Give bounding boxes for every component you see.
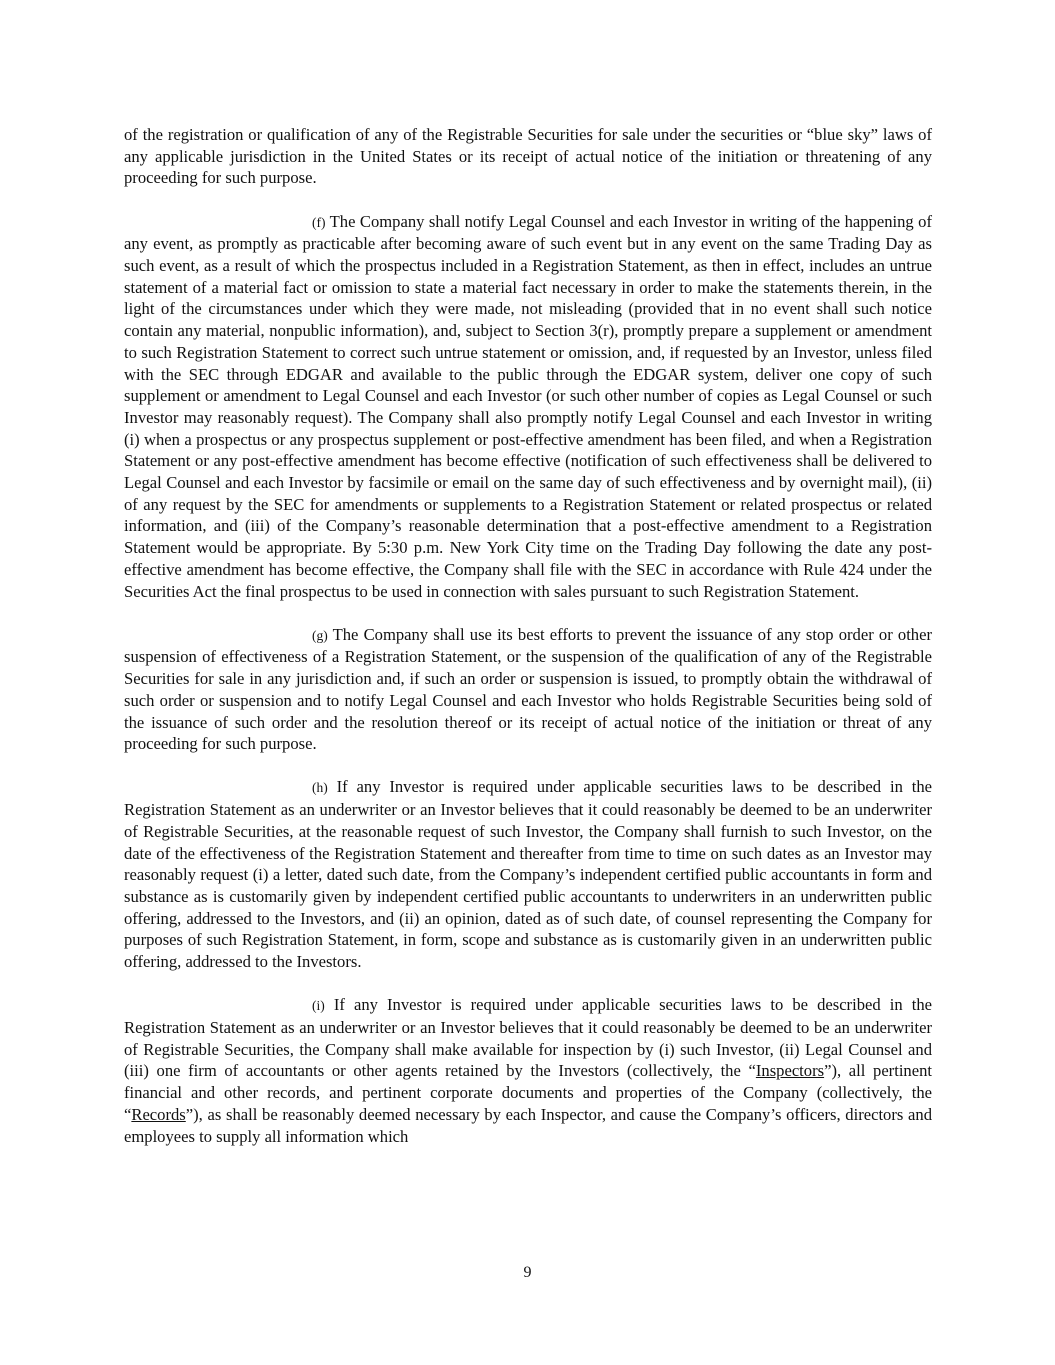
paragraph-text: If any Investor is required under applicable securities laws to be described in the Registration Statement as an underwriter or an Investor believes that it could reasonably be deemed to be an underwriter of Registrable Securities, the Company shall make available for inspection by (i) such Investor, (ii) Legal Counsel and (iii) one firm of accountants or other agents retained by the Investors (collectively, the “ — [124, 995, 932, 1081]
paragraph-i — [124, 994, 932, 1147]
paragraph-text: of the registration or qualification of any of the Registrable Securities for sale under the securities or “blue sky” laws of any applicable jurisdiction in the United States or its receipt of actual notice of the initiation or threatening of any proceeding for such purpose. — [124, 125, 932, 188]
defined-term-records: Records — [131, 1104, 186, 1124]
paragraph-label: (h) — [312, 780, 328, 796]
paragraph-h — [124, 776, 932, 972]
paragraph-text: If any Investor is required under applicable securities laws to be described in the Registration Statement as an underwriter or an Investor believes that it could reasonably be deemed to be an underwriter of Registrable Securities, at the reasonable request of such Investor, the Company shall furnish to such Investor, on the date of the effectiveness of the Registration Statement and thereafter from time to time on such dates as an Investor may reasonably request (i) a letter, dated such date, from the Company’s independent certified public accountants in form and substance as is customarily given by independent certified public accountants to underwriters in an underwritten public offering, addressed to the Investors, and (ii) an opinion, dated as of such date, of counsel representing the Company for purposes of such Registration Statement, in form, scope and substance as is customarily given in an underwritten public offering, addressed to the Investors. — [124, 777, 932, 972]
paragraph-g — [124, 624, 932, 755]
paragraph-label: (i) — [312, 998, 325, 1014]
paragraph-label: (g) — [312, 627, 328, 643]
paragraph-text: The Company shall use its best efforts to prevent the issuance of any stop order or other suspension of effectiveness of a Registration Statement, or the suspension of the qualification of any of the Registrable Securities for sale in any jurisdiction and, if such an order or suspension is issued, to promptly obtain the withdrawal of such order or suspension and to notify Legal Counsel and each Investor who holds Registrable Securities being sold of the issuance of such order and the resolution thereof or its receipt of actual notice of the initiation or threat of any proceeding for such purpose. — [124, 624, 932, 754]
paragraph-text: The Company shall notify Legal Counsel and each Investor in writing of the happening of any event, as promptly as practicable after becoming aware of such event but in any event on the same Trading Day as such event, as a result of which the prospectus included in a Registration Statement, as then in effect, includes an untrue statement of a material fact or omission to state a material fact necessary in order to make the statements therein, in the light of the circumstances under which they were made, not misleading (provided that in no event shall such notice contain any material, nonpublic information), and, subject to Section 3(r), promptly prepare a supplement or amendment to such Registration Statement to correct such untrue statement or omission, and, if requested by an Investor, unless filed with the SEC through EDGAR and available to the public through the EDGAR system, deliver one copy of such supplement or amendment to Legal Counsel and each Investor (or such other number of copies as Legal Counsel or such Investor may reasonably request). The Company shall also promptly notify Legal Counsel and each Investor in writing (i) when a prospectus or any prospectus supplement or post-effective amendment has been filed, and when a Registration Statement or any post-effective amendment has become effective (notification of such effectiveness shall be delivered to Legal Counsel and each Investor by facsimile or email on the same day of such effectiveness and by overnight mail), (ii) of any request by the SEC for amendments or supplements to a Registration Statement or related prospectus or related information, and (iii) of the Company’s reasonable determination that a post-effective amendment to a Registration Statement would be appropriate. By 5:30 p.m. New York City time on the Trading Day following the date any post-effective amendment has become effective, the Company shall file with the SEC in accordance with Rule 424 under the Securities Act the final prospectus to be used in connection with sales pursuant to such Registration Statement. — [124, 211, 932, 601]
document-page — [124, 124, 932, 1169]
page-number: 9 — [523, 1264, 532, 1281]
paragraph-text: ”), as shall be reasonably deemed necessary by each Inspector, and cause the Company’s officers, directors and employees to supply all information which — [124, 1104, 932, 1146]
paragraph-text: ”), all pertinent financial and other records, and pertinent corporate documents and properties of the Company (collectively, the “ — [124, 1061, 932, 1124]
paragraph-continuation — [124, 124, 932, 189]
paragraph-f — [124, 211, 932, 603]
defined-term-inspectors: Inspectors — [755, 1061, 825, 1081]
paragraph-label: (f) — [312, 214, 326, 230]
